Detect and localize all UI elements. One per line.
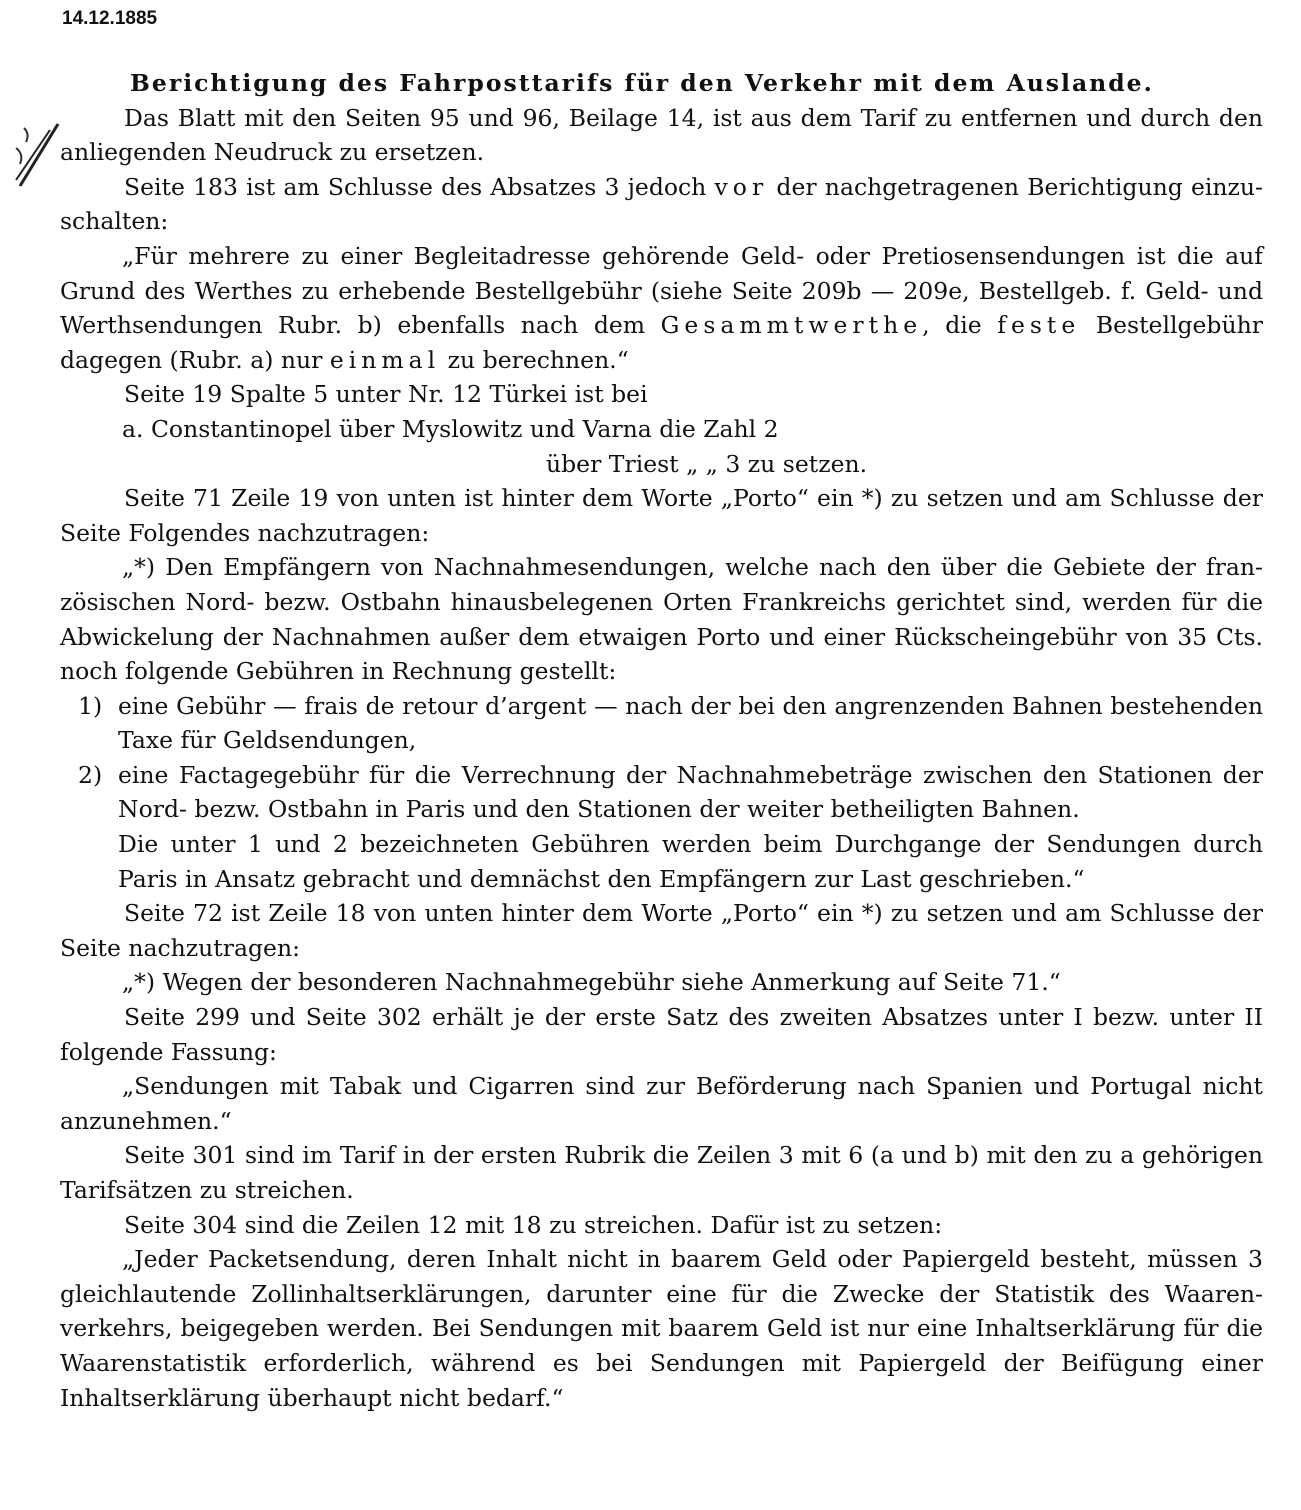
spaced-word-vor: vor (714, 172, 769, 201)
paragraph-3-line-b: über Triest „ „ 3 zu setzen. (546, 449, 868, 478)
list-item-number: 1) (78, 691, 103, 720)
paragraph-3-line-a: a. Constantinopel über Myslowitz und Varna die Zahl 2 (122, 414, 779, 443)
quote-1-part-a: „Für mehrere zu einer Begleitadresse gehörende Geld- oder Pretiosensendungen ist die auf Grund des Werthes zu erhebende Bestellgebühr (siehe Seite 209b — 209e, Bestellgeb. f. Geld- und Werthsendungen Rubr. b) ebenfalls nach dem (60, 241, 1263, 340)
paragraph-6: Seite 299 und Seite 302 erhält je der erste Satz des zweiten Absatzes unter I bezw. unter II folgende Fassung: (60, 1003, 1263, 1066)
spaced-word-einmal: einmal (329, 345, 441, 374)
document-body (60, 66, 1263, 1415)
list-item-number: 2) (78, 760, 103, 789)
quote-paragraph-3: Die unter 1 und 2 bezeichneten Gebühren werden beim Durchgange der Sendungen durch Paris in Ansatz gebracht und demnächst den Empfängern zur Last geschrieben.“ (118, 830, 1263, 893)
quote-1-part-d: zu berechnen.“ (440, 345, 629, 374)
spaced-word-feste: feste (997, 311, 1081, 340)
paragraph-3: Seite 19 Spalte 5 unter Nr. 12 Türkei ist bei (124, 380, 648, 409)
list-item (60, 689, 1263, 758)
list-item-text: eine Gebühr — frais de retour d’argent — nach der bei den angrenzenden Bahnen bestehenden Taxe für Geldsendungen, (118, 691, 1263, 755)
quote-1-part-b: , die (922, 311, 998, 340)
paragraph-7: Seite 301 sind im Tarif in der ersten Rubrik die Zeilen 3 mit 6 (a und b) mit den zu a gehörigen Tarifsätzen zu streichen. (60, 1141, 1263, 1204)
quote-paragraph-1 (60, 239, 1263, 377)
quote-paragraph-5: „Sendungen mit Tabak und Cigarren sind zur Beförderung nach Spanien und Portugal nicht anzunehmen.“ (60, 1072, 1263, 1135)
spaced-word-gesammtwerthe: Gesammtwerthe (660, 311, 923, 340)
paragraph-2-part-a: Seite 183 ist am Schlusse des Absatzes 3 jedoch (124, 172, 715, 201)
list-item-text: eine Factagegebühr für die Verrechnung der Nachnahmebeträge zwischen den Stationen der Nord- bezw. Ostbahn in Paris und den Stationen der weiter betheiligten Bahnen. (118, 760, 1263, 824)
document-title: Berichtigung des Fahrposttarifs für den Verkehr mit dem Auslande. (130, 69, 1154, 97)
paragraph-2 (60, 170, 1263, 239)
quote-paragraph-2: „*) Den Empfängern von Nachnahmesendungen, welche nach den über die Gebiete der fran- zösischen Nord- bezw. Ostbahn hinausbelegenen Orten Frankreichs gerichtet sind, werden für die Abwickelung der Nachnahmen außer dem etwaigen Porto und einer Rückscheingebühr von 35 Cts. noch folgende Gebühren in Rechnung gestellt: (60, 553, 1263, 686)
paragraph-5: Seite 72 ist Zeile 18 von unten hinter dem Worte „Porto“ ein *) zu setzen und am Schlusse der Seite nachzutragen: (60, 899, 1263, 962)
paragraph-4: Seite 71 Zeile 19 von unten ist hinter dem Worte „Porto“ ein *) zu setzen und am Schlusse der Seite Folgendes nachzutragen: (60, 484, 1263, 547)
quote-1-part-c: Bestellgebühr dagegen (Rubr. a) nur (60, 311, 1263, 374)
margin-check-mark-icon (10, 120, 62, 192)
paragraph-2-part-b: der nachgetragenen Berichtigung einzu- schalten: (60, 172, 1263, 236)
paragraph-8: Seite 304 sind die Zeilen 12 mit 18 zu streichen. Dafür ist zu setzen: (124, 1210, 943, 1239)
document-date: 14.12.1885 (62, 8, 158, 29)
quote-paragraph-6: „Jeder Packetsendung, deren Inhalt nicht in baarem Geld oder Papiergeld besteht, müssen 3 gleichlautende Zollinhaltserklärungen, darunter eine für die Zwecke der Statistik des Waaren- verkehrs, beigegeben werden. Bei Sendungen mit baarem Geld ist nur eine Inhaltserklärung für die Waarenstatistik erforderlich, während es bei Sendungen mit Papiergeld der Beifügung einer Inhaltserklärung überhaupt nicht bedarf.“ (60, 1245, 1263, 1412)
list-item (60, 758, 1263, 827)
paragraph-1: Das Blatt mit den Seiten 95 und 96, Beilage 14, ist aus dem Tarif zu entfernen und durch den anliegenden Neudruck zu ersetzen. (60, 103, 1263, 167)
quote-paragraph-4: „*) Wegen der besonderen Nachnahmegebühr siehe Anmerkung auf Seite 71.“ (122, 968, 1061, 997)
